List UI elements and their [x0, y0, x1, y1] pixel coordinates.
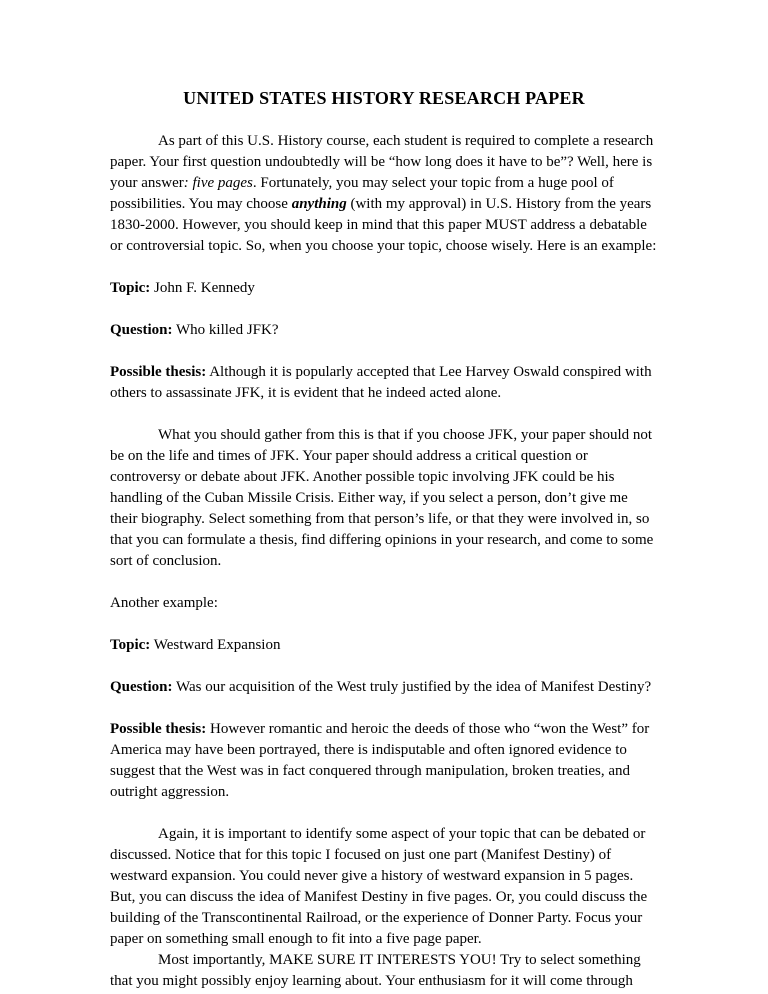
text-run: Question:	[110, 322, 173, 338]
text-run: (with my approval) in U.S. History from the years 1830-2000. However, you should keep in mind that this paper MUST address a debatable or controversial topic. So, when you choose your topic, choose wisely. Here is an example:	[110, 196, 657, 254]
text-run: Possible thesis:	[110, 364, 207, 380]
text-run: Westward Expansion	[150, 637, 281, 653]
paragraph	[110, 719, 658, 803]
text-run: : five pages	[183, 175, 253, 191]
text-run: However romantic and heroic the deeds of those who “won the West” for America may have been portrayed, there is indisputable and often ignored evidence to suggest that the West was in fact conquered through manipulation, broken treaties, and outright aggression.	[110, 721, 650, 800]
paragraph	[110, 824, 658, 950]
text-run: Again, it is important to identify some aspect of your topic that can be debated or discussed. Notice that for this topic I focused on just one part (Manifest Destiny) of westward expansion. You could never give a history of westward expansion in 5 pages. But, you can discuss the idea of Manifest Destiny in five pages. Or, you could discuss the building of the Transcontinental Railroad, or the experience of Donner Party. Focus your paper on something small enough to fit into a five page paper.	[110, 826, 648, 947]
text-run: Question:	[110, 679, 173, 695]
text-run: What you should gather from this is that if you choose JFK, your paper should not be on the life and times of JFK. Your paper should address a critical question or controversy or debate about JFK. Another possible topic involving JFK could be his handling of the Cuban Missile Crisis. Either way, if you select a person, don’t give me their biography. Select something from that person’s life, or that they were involved in, so that you can formulate a thesis, find differing opinions in your research, and come to some sort of conclusion.	[110, 427, 654, 569]
paragraph	[110, 635, 658, 656]
text-run: . Fortunately, you may select your topic from a huge pool of possibilities. You may choose	[110, 175, 614, 212]
paragraph	[110, 593, 658, 614]
text-run: Was our acquisition of the West truly justified by the idea of Manifest Destiny?	[172, 679, 652, 695]
text-run: Who killed JFK?	[172, 322, 279, 338]
paragraph	[110, 677, 658, 698]
text-run: Possible thesis:	[110, 721, 207, 737]
paragraph	[110, 425, 658, 572]
paragraph	[110, 320, 658, 341]
text-run: Another example:	[110, 595, 218, 611]
text-run: John F. Kennedy	[150, 280, 255, 296]
text-run: Topic:	[110, 280, 151, 296]
paragraph	[110, 950, 658, 992]
text-run: Topic:	[110, 637, 151, 653]
paragraph	[110, 131, 658, 257]
document-content	[110, 88, 658, 992]
text-run: As part of this U.S. History course, each student is required to complete a research paper. Your first question undoubtedly will be “how long does it have to be”? Well, here is your answer	[110, 133, 654, 191]
text-run: anything	[291, 196, 347, 212]
paragraph	[110, 362, 658, 404]
text-run: Most importantly, MAKE SURE IT INTERESTS YOU! Try to select something that you might possibly enjoy learning about. Your enthusiasm for it will come through	[110, 952, 641, 989]
paragraph	[110, 278, 658, 299]
text-run: Although it is popularly accepted that Lee Harvey Oswald conspired with others to assassinate JFK, it is evident that he indeed acted alone.	[110, 364, 652, 401]
document-body	[110, 131, 658, 992]
document-title: UNITED STATES HISTORY RESEARCH PAPER	[183, 88, 585, 108]
